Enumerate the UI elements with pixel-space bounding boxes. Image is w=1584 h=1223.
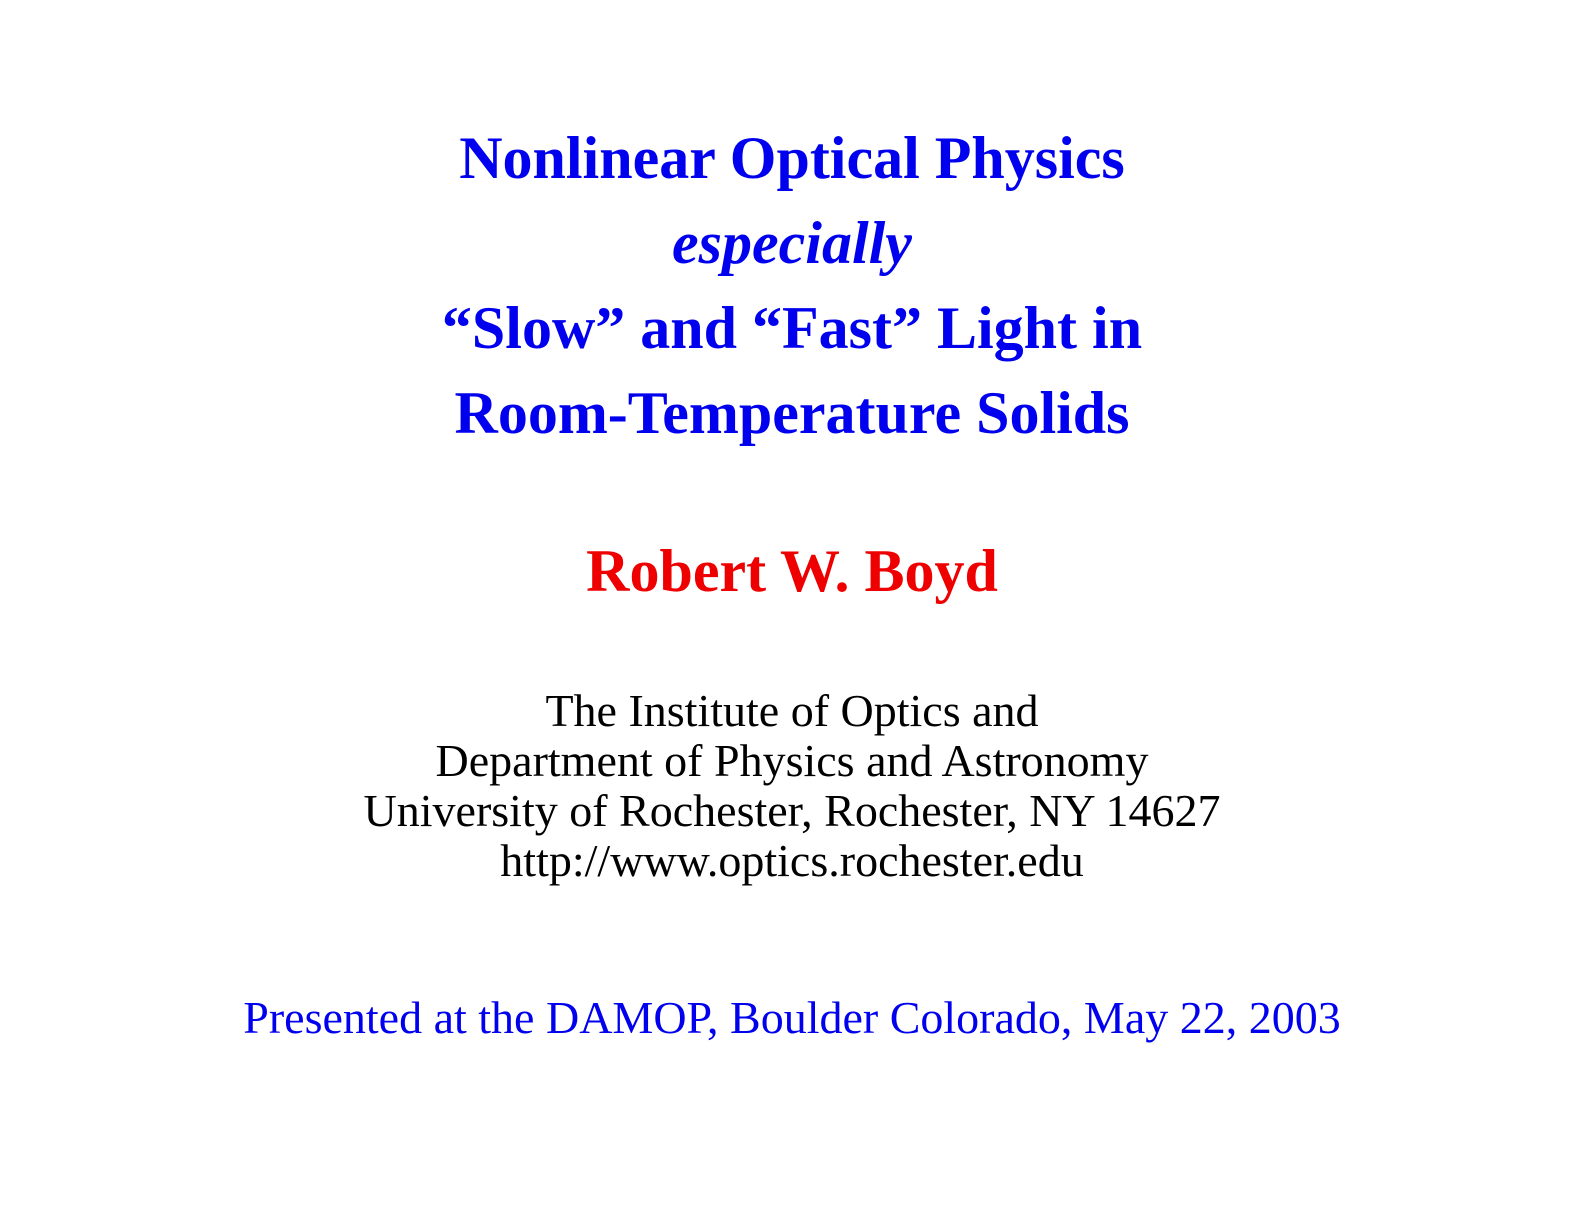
title-line-2: especially	[672, 210, 912, 276]
presented-note: Presented at the DAMOP, Boulder Colorado, May 22, 2003	[243, 992, 1341, 1043]
affiliation-url: http://www.optics.rochester.edu	[500, 835, 1084, 886]
title-line-1: Nonlinear Optical Physics	[459, 125, 1125, 191]
affiliation-line-1: The Institute of Optics and	[545, 685, 1039, 736]
affiliation-line-2: Department of Physics and Astronomy	[435, 735, 1149, 786]
author-name: Robert W. Boyd	[586, 538, 998, 604]
title-line-4: Room-Temperature Solids	[454, 380, 1130, 446]
affiliation-line-3: University of Rochester, Rochester, NY 14627	[363, 785, 1221, 836]
title-line-3: “Slow” and “Fast” Light in	[441, 295, 1143, 361]
